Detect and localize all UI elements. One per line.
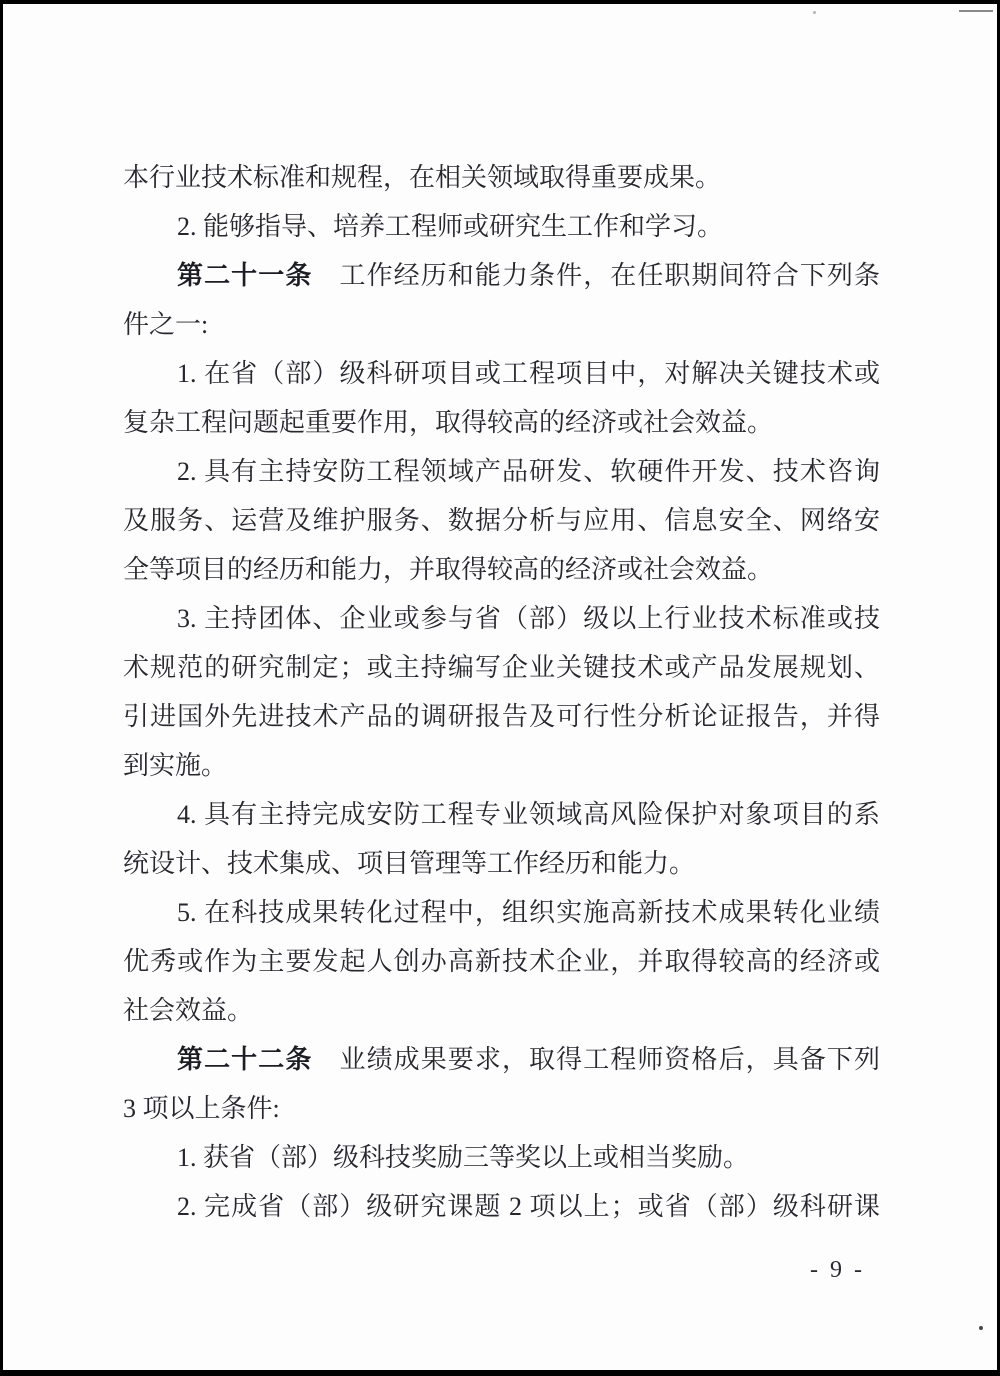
text-line xyxy=(123,349,880,398)
line-text: 全等项目的经历和能力，并取得较高的经济或社会效益。 xyxy=(123,555,774,584)
line-text: 统设计、技术集成、项目管理等工作经历和能力。 xyxy=(123,849,696,878)
line-text: 2. 完成省（部）级研究课题 2 项以上；或省（部）级科研课 xyxy=(177,1192,880,1221)
text-line xyxy=(123,153,880,202)
text-line xyxy=(123,839,880,888)
text-line xyxy=(123,1035,880,1084)
line-text: 2. 具有主持安防工程领域产品研发、软硬件开发、技术咨询 xyxy=(177,457,880,486)
line-text: 到实施。 xyxy=(123,751,228,780)
line-text: 件之一: xyxy=(123,310,209,339)
article-heading: 第二十一条 xyxy=(177,261,313,290)
page-number: - 9 - xyxy=(810,1257,865,1283)
text-line xyxy=(123,496,880,545)
text-line xyxy=(123,545,880,594)
text-line xyxy=(123,398,880,447)
line-text: 及服务、运营及维护服务、数据分析与应用、信息安全、网络安 xyxy=(123,506,880,535)
line-text: 1. 获省（部）级科技奖励三等奖以上或相当奖励。 xyxy=(177,1143,750,1172)
line-text: 工作经历和能力条件，在任职期间符合下列条 xyxy=(312,261,880,290)
line-text: 业绩成果要求，取得工程师资格后，具备下列 xyxy=(312,1045,880,1074)
text-line xyxy=(123,643,880,692)
text-line xyxy=(123,251,880,300)
line-text: 本行业技术标准和规程，在相关领域取得重要成果。 xyxy=(123,163,722,192)
line-text: 术规范的研究制定；或主持编写企业关键技术或产品发展规划、 xyxy=(123,653,880,682)
line-text: 复杂工程问题起重要作用，取得较高的经济或社会效益。 xyxy=(123,408,774,437)
line-text: 1. 在省（部）级科研项目或工程项目中，对解决关键技术或 xyxy=(177,359,880,388)
text-line xyxy=(123,1182,880,1231)
scan-artifact xyxy=(813,11,816,14)
document-body xyxy=(123,153,880,1231)
line-text: 优秀或作为主要发起人创办高新技术企业，并取得较高的经济或 xyxy=(123,947,880,976)
line-text: 4. 具有主持完成安防工程专业领域高风险保护对象项目的系 xyxy=(177,800,880,829)
text-line xyxy=(123,300,880,349)
line-text: 3 项以上条件: xyxy=(123,1094,280,1123)
text-line xyxy=(123,741,880,790)
line-text: 社会效益。 xyxy=(123,996,254,1025)
text-line xyxy=(123,888,880,937)
scan-artifact xyxy=(959,10,993,12)
line-text: 引进国外先进技术产品的调研报告及可行性分析论证报告，并得 xyxy=(123,702,880,731)
text-line xyxy=(123,447,880,496)
line-text: 5. 在科技成果转化过程中，组织实施高新技术成果转化业绩 xyxy=(177,898,880,927)
article-heading: 第二十二条 xyxy=(177,1045,313,1074)
text-line xyxy=(123,1133,880,1182)
line-text: 3. 主持团体、企业或参与省（部）级以上行业技术标准或技 xyxy=(177,604,880,633)
line-text: 2. 能够指导、培养工程师或研究生工作和学习。 xyxy=(177,212,724,241)
text-line xyxy=(123,594,880,643)
text-line xyxy=(123,692,880,741)
text-line xyxy=(123,202,880,251)
text-line xyxy=(123,790,880,839)
text-line xyxy=(123,937,880,986)
text-line xyxy=(123,1084,880,1133)
scan-artifact xyxy=(979,1326,983,1330)
text-line xyxy=(123,986,880,1035)
